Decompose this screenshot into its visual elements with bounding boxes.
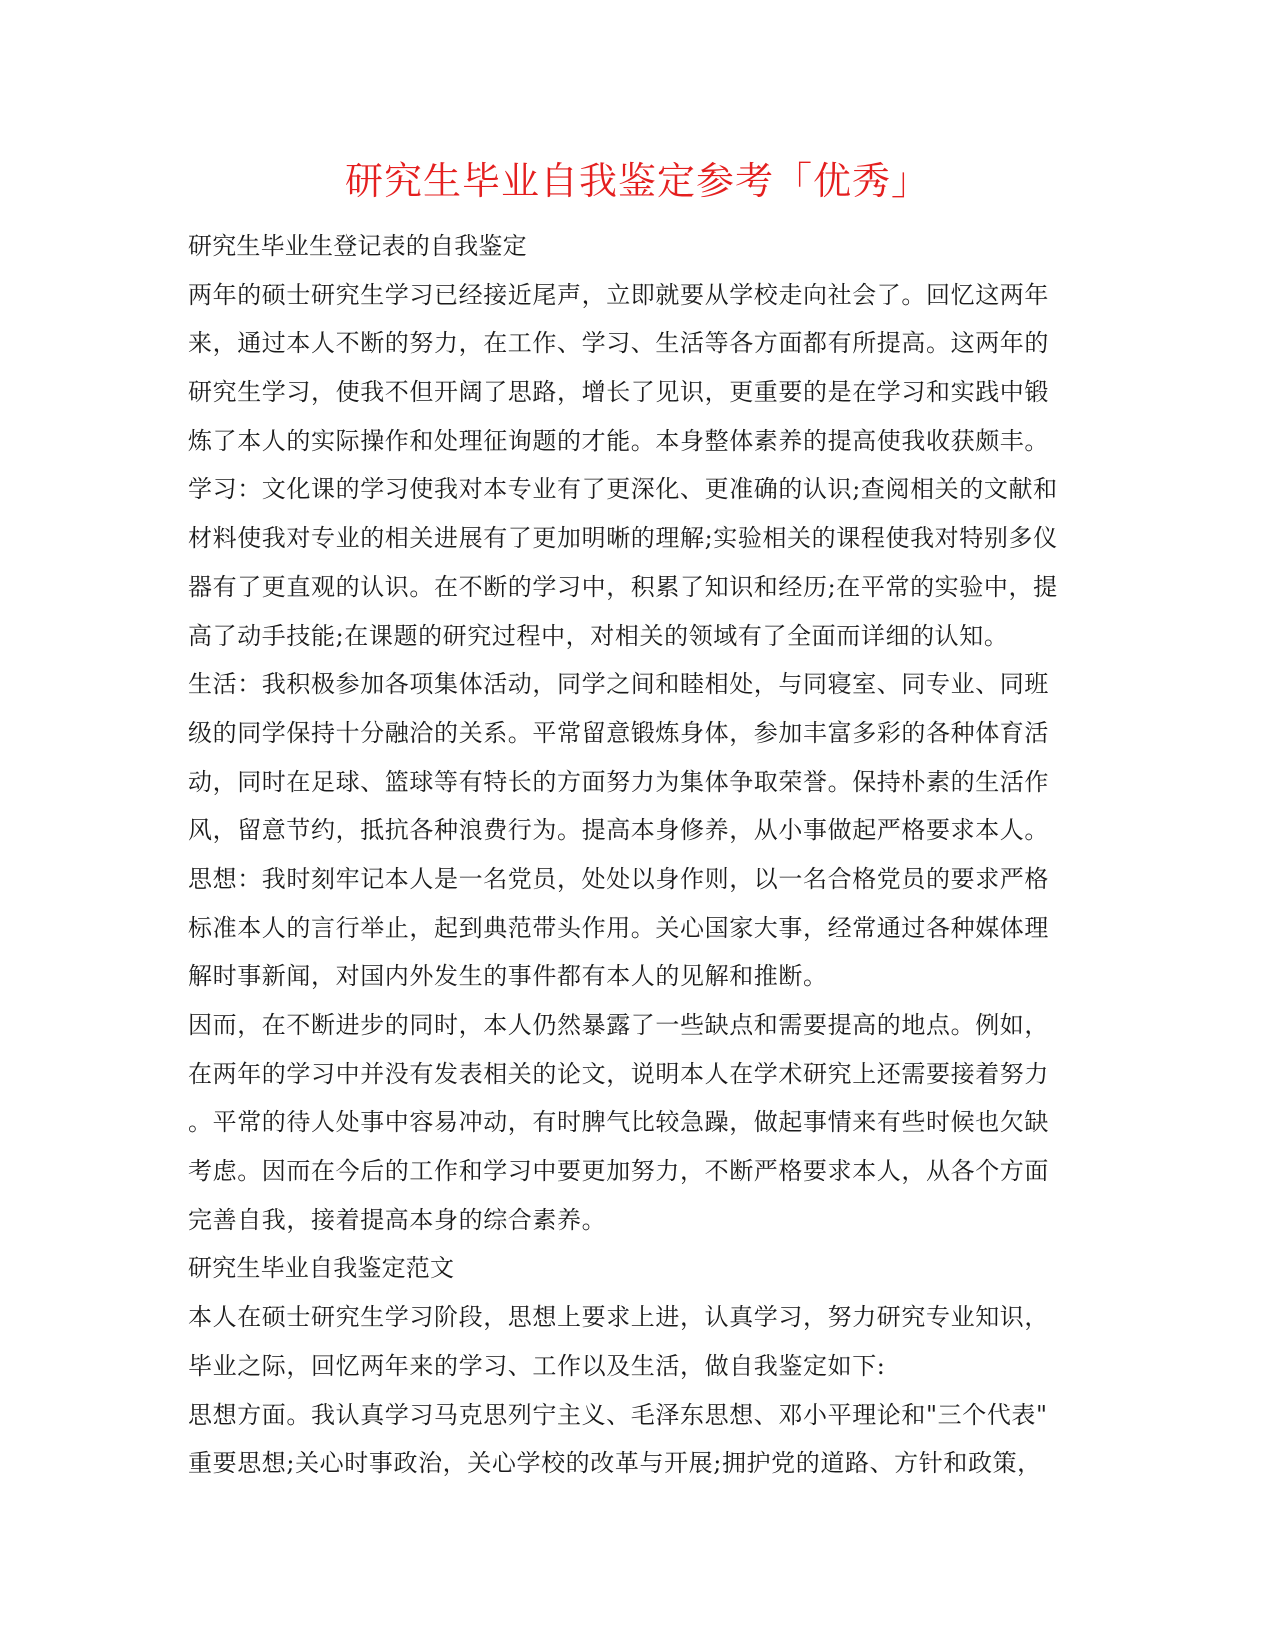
paragraph-line: 器有了更直观的认识。在不断的学习中，积累了知识和经历;在平常的实验中，提 xyxy=(188,572,1058,601)
paragraph-line: 学习：文化课的学习使我对本专业有了更深化、更准确的认识;查阅相关的文献和 xyxy=(188,475,1058,504)
paragraph-line: 考虑。因而在今后的工作和学习中要更加努力，不断严格要求本人，从各个方面 xyxy=(188,1157,1049,1186)
paragraph-line: 动，同时在足球、篮球等有特长的方面努力为集体争取荣誉。保持朴素的生活作 xyxy=(188,767,1049,796)
paragraph-line: 研究生学习，使我不但开阔了思路，增长了见识，更重要的是在学习和实践中锻 xyxy=(188,378,1049,407)
paragraph-line: 材料使我对专业的相关进展有了更加明晰的理解;实验相关的课程使我对特别多仪 xyxy=(188,524,1058,553)
paragraph-line: 解时事新闻，对国内外发生的事件都有本人的见解和推断。 xyxy=(188,962,828,991)
paragraph-line: 来，通过本人不断的努力，在工作、学习、生活等各方面都有所提高。这两年的 xyxy=(188,329,1049,358)
paragraph-line: 毕业之际，回忆两年来的学习、工作以及生活，做自我鉴定如下: xyxy=(188,1351,886,1380)
paragraph-line: 思想：我时刻牢记本人是一名党员，处处以身作则，以一名合格党员的要求严格 xyxy=(188,864,1049,893)
paragraph-line: 思想方面。我认真学习马克思列宁主义、毛泽东思想、邓小平理论和"三个代表" xyxy=(188,1400,1048,1429)
paragraph-line: 风，留意节约，抵抗各种浪费行为。提高本身修养，从小事做起严格要求本人。 xyxy=(188,816,1049,845)
paragraph-line: 两年的硕士研究生学习已经接近尾声，立即就要从学校走向社会了。回忆这两年 xyxy=(188,280,1049,309)
paragraph-line: 高了动手技能;在课题的研究过程中，对相关的领域有了全面而详细的认知。 xyxy=(188,621,1009,650)
paragraph-line: 炼了本人的实际操作和处理征询题的才能。本身整体素养的提高使我收获颇丰。 xyxy=(188,426,1049,455)
paragraph-line: 因而，在不断进步的同时，本人仍然暴露了一些缺点和需要提高的地点。例如， xyxy=(188,1011,1049,1039)
paragraph-line: 重要思想;关心时事政治，关心学校的改革与开展;拥护党的道路、方针和政策， xyxy=(188,1449,1042,1478)
document-title: 研究生毕业自我鉴定参考「优秀」 xyxy=(344,159,930,203)
document-body xyxy=(188,222,1093,1488)
paragraph-line: 。平常的待人处事中容易冲动，有时脾气比较急躁，做起事情来有些时候也欠缺 xyxy=(188,1108,1049,1137)
section-heading: 研究生毕业自我鉴定范文 xyxy=(188,1254,455,1283)
paragraph-line: 本人在硕士研究生学习阶段，思想上要求上进，认真学习，努力研究专业知识， xyxy=(188,1303,1049,1332)
paragraph-line: 级的同学保持十分融洽的关系。平常留意锻炼身体，参加丰富多彩的各种体育活 xyxy=(188,718,1049,747)
paragraph-line: 完善自我，接着提高本身的综合素养。 xyxy=(188,1205,607,1234)
section-heading: 研究生毕业生登记表的自我鉴定 xyxy=(188,232,527,260)
paragraph-line: 标准本人的言行举止，起到典范带头作用。关心国家大事，经常通过各种媒体理 xyxy=(188,913,1049,942)
paragraph-line: 生活：我积极参加各项集体活动，同学之间和睦相处，与同寝室、同专业、同班 xyxy=(188,670,1049,699)
paragraph-line: 在两年的学习中并没有发表相关的论文，说明本人在学术研究上还需要接着努力 xyxy=(188,1059,1049,1088)
